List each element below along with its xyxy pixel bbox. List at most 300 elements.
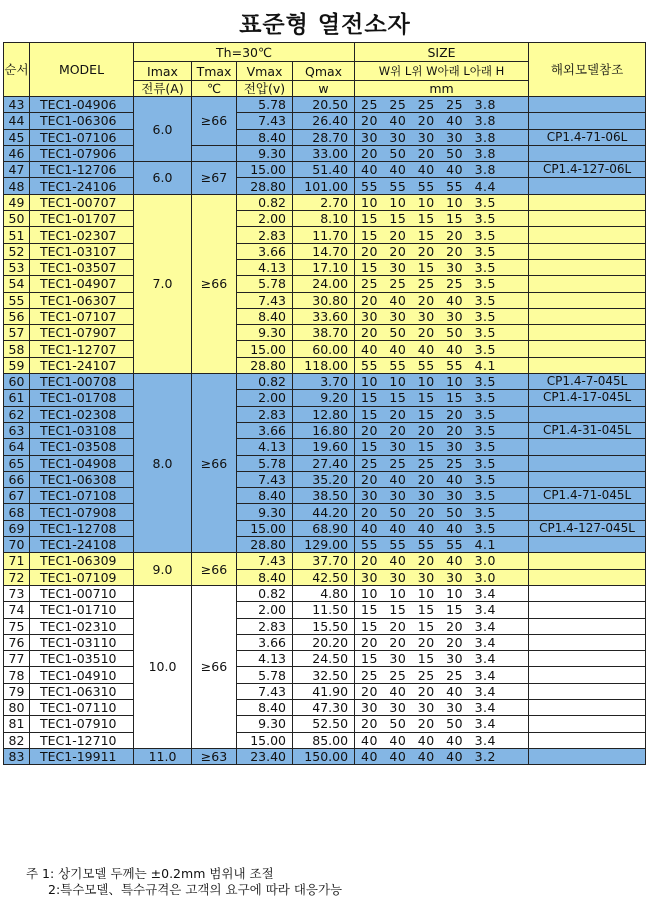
ref-cell	[529, 634, 646, 650]
table-row	[4, 569, 646, 585]
row-number: 75	[4, 618, 30, 634]
size-cell: 40 40 40 40 3.5	[355, 520, 529, 536]
table-row	[4, 178, 646, 194]
tmax-cell: ≥67	[192, 162, 237, 195]
qmax-cell: 28.70	[293, 129, 355, 145]
table-row	[4, 227, 646, 243]
table-row	[4, 162, 646, 178]
table-row	[4, 520, 646, 536]
size-cell: 25 25 25 25 3.5	[355, 276, 529, 292]
model-cell: TEC1-01708	[30, 390, 134, 406]
table-row	[4, 602, 646, 618]
qmax-cell: 33.60	[293, 308, 355, 324]
row-number: 53	[4, 259, 30, 275]
size-cell: 20 50 20 50 3.5	[355, 325, 529, 341]
row-number: 67	[4, 488, 30, 504]
header-qmax-unit: w	[293, 81, 355, 97]
model-cell: TEC1-02307	[30, 227, 134, 243]
vmax-cell: 15.00	[237, 162, 293, 178]
qmax-cell: 129.00	[293, 537, 355, 553]
imax-cell: 10.0	[134, 585, 192, 748]
table-row	[4, 439, 646, 455]
ref-cell: CP1.4-127-06L	[529, 162, 646, 178]
ref-cell: CP1.4-71-045L	[529, 488, 646, 504]
model-cell: TEC1-07910	[30, 716, 134, 732]
model-cell: TEC1-12706	[30, 162, 134, 178]
tmax-cell-empty	[192, 145, 237, 161]
table-row	[4, 374, 646, 390]
vmax-cell: 15.00	[237, 520, 293, 536]
qmax-cell: 35.20	[293, 471, 355, 487]
header-ref: 해외모델참조	[529, 43, 646, 97]
vmax-cell: 7.43	[237, 292, 293, 308]
table-row	[4, 618, 646, 634]
ref-cell	[529, 145, 646, 161]
model-cell: TEC1-04908	[30, 455, 134, 471]
qmax-cell: 19.60	[293, 439, 355, 455]
ref-cell	[529, 618, 646, 634]
size-cell: 10 10 10 10 3.5	[355, 194, 529, 210]
ref-cell	[529, 276, 646, 292]
qmax-cell: 68.90	[293, 520, 355, 536]
table-row	[4, 683, 646, 699]
row-number: 71	[4, 553, 30, 569]
model-cell: TEC1-07109	[30, 569, 134, 585]
size-cell: 30 30 30 30 3.0	[355, 569, 529, 585]
vmax-cell: 2.00	[237, 211, 293, 227]
footnotes	[26, 866, 342, 898]
row-number: 46	[4, 145, 30, 161]
qmax-cell: 24.50	[293, 651, 355, 667]
table-row	[4, 357, 646, 373]
qmax-cell: 101.00	[293, 178, 355, 194]
model-cell: TEC1-04906	[30, 97, 134, 113]
model-cell: TEC1-07108	[30, 488, 134, 504]
header-vmax: Vmax	[237, 62, 293, 81]
model-cell: TEC1-24108	[30, 537, 134, 553]
ref-cell	[529, 227, 646, 243]
model-cell: TEC1-07906	[30, 145, 134, 161]
ref-cell: CP1.4-127-045L	[529, 520, 646, 536]
vmax-cell: 5.78	[237, 97, 293, 113]
table-row	[4, 732, 646, 748]
table-row	[4, 537, 646, 553]
ref-cell: CP1.4-17-045L	[529, 390, 646, 406]
model-cell: TEC1-03507	[30, 259, 134, 275]
row-number: 70	[4, 537, 30, 553]
table-row	[4, 585, 646, 601]
table-row	[4, 716, 646, 732]
row-number: 50	[4, 211, 30, 227]
size-cell: 30 30 30 30 3.5	[355, 308, 529, 324]
vmax-cell: 7.43	[237, 471, 293, 487]
header-seq: 순서	[4, 43, 30, 97]
model-cell: TEC1-07106	[30, 129, 134, 145]
vmax-cell: 8.40	[237, 488, 293, 504]
table-row	[4, 194, 646, 210]
model-cell: TEC1-03107	[30, 243, 134, 259]
row-number: 65	[4, 455, 30, 471]
row-number: 45	[4, 129, 30, 145]
header-imax: Imax	[134, 62, 192, 81]
row-number: 43	[4, 97, 30, 113]
model-cell: TEC1-12710	[30, 732, 134, 748]
row-number: 60	[4, 374, 30, 390]
vmax-cell: 8.40	[237, 129, 293, 145]
ref-cell	[529, 97, 646, 113]
header-imax-unit: 전류(A)	[134, 81, 192, 97]
vmax-cell: 7.43	[237, 113, 293, 129]
row-number: 55	[4, 292, 30, 308]
ref-cell	[529, 341, 646, 357]
vmax-cell: 0.82	[237, 194, 293, 210]
row-number: 62	[4, 406, 30, 422]
row-number: 74	[4, 602, 30, 618]
ref-cell	[529, 748, 646, 764]
vmax-cell: 28.80	[237, 357, 293, 373]
qmax-cell: 2.70	[293, 194, 355, 210]
vmax-cell: 5.78	[237, 455, 293, 471]
row-number: 81	[4, 716, 30, 732]
vmax-cell: 0.82	[237, 585, 293, 601]
tmax-cell: ≥66	[192, 553, 237, 586]
ref-cell	[529, 732, 646, 748]
header-qmax: Qmax	[293, 62, 355, 81]
vmax-cell: 3.66	[237, 243, 293, 259]
size-cell: 20 40 20 40 3.8	[355, 113, 529, 129]
table-row	[4, 129, 646, 145]
imax-cell: 6.0	[134, 162, 192, 195]
vmax-cell: 9.30	[237, 145, 293, 161]
model-cell: TEC1-06306	[30, 113, 134, 129]
size-cell: 10 10 10 10 3.5	[355, 374, 529, 390]
row-number: 82	[4, 732, 30, 748]
qmax-cell: 15.50	[293, 618, 355, 634]
tmax-cell: ≥66	[192, 97, 237, 146]
table-row	[4, 97, 646, 113]
qmax-cell: 30.80	[293, 292, 355, 308]
row-number: 79	[4, 683, 30, 699]
vmax-cell: 9.30	[237, 716, 293, 732]
model-cell: TEC1-03108	[30, 422, 134, 438]
model-cell: TEC1-06308	[30, 471, 134, 487]
vmax-cell: 2.83	[237, 618, 293, 634]
imax-cell: 11.0	[134, 748, 192, 764]
vmax-cell: 0.82	[237, 374, 293, 390]
model-cell: TEC1-00707	[30, 194, 134, 210]
size-cell: 15 20 15 20 3.5	[355, 227, 529, 243]
row-number: 54	[4, 276, 30, 292]
qmax-cell: 26.40	[293, 113, 355, 129]
qmax-cell: 38.70	[293, 325, 355, 341]
row-number: 69	[4, 520, 30, 536]
ref-cell	[529, 178, 646, 194]
size-cell: 20 40 20 40 3.0	[355, 553, 529, 569]
model-cell: TEC1-06307	[30, 292, 134, 308]
qmax-cell: 11.50	[293, 602, 355, 618]
tmax-cell: ≥66	[192, 194, 237, 373]
ref-cell	[529, 569, 646, 585]
ref-cell	[529, 667, 646, 683]
ref-cell	[529, 537, 646, 553]
model-cell: TEC1-04910	[30, 667, 134, 683]
header-tmax-unit: ℃	[192, 81, 237, 97]
table-row	[4, 276, 646, 292]
qmax-cell: 44.20	[293, 504, 355, 520]
size-cell: 25 25 25 25 3.8	[355, 97, 529, 113]
vmax-cell: 15.00	[237, 732, 293, 748]
qmax-cell: 20.50	[293, 97, 355, 113]
vmax-cell: 8.40	[237, 308, 293, 324]
size-cell: 55 55 55 55 4.1	[355, 357, 529, 373]
row-number: 80	[4, 699, 30, 715]
size-cell: 25 25 25 25 3.5	[355, 455, 529, 471]
table-row	[4, 699, 646, 715]
vmax-cell: 23.40	[237, 748, 293, 764]
row-number: 61	[4, 390, 30, 406]
model-cell: TEC1-07907	[30, 325, 134, 341]
size-cell: 15 30 15 30 3.4	[355, 651, 529, 667]
size-cell: 20 50 20 50 3.4	[355, 716, 529, 732]
footnote-1: 주 1: 상기모델 두께는 ±0.2mm 범위내 조절	[26, 866, 274, 881]
vmax-cell: 28.80	[237, 537, 293, 553]
size-cell: 30 30 30 30 3.4	[355, 699, 529, 715]
vmax-cell: 2.00	[237, 390, 293, 406]
table-row	[4, 325, 646, 341]
model-cell: TEC1-07110	[30, 699, 134, 715]
size-cell: 15 15 15 15 3.5	[355, 390, 529, 406]
qmax-cell: 42.50	[293, 569, 355, 585]
model-cell: TEC1-19911	[30, 748, 134, 764]
table-row	[4, 406, 646, 422]
row-number: 64	[4, 439, 30, 455]
qmax-cell: 150.00	[293, 748, 355, 764]
vmax-cell: 4.13	[237, 259, 293, 275]
size-cell: 20 50 20 50 3.8	[355, 145, 529, 161]
imax-cell: 7.0	[134, 194, 192, 373]
size-cell: 30 30 30 30 3.5	[355, 488, 529, 504]
ref-cell	[529, 504, 646, 520]
size-cell: 15 30 15 30 3.5	[355, 439, 529, 455]
header-tmax: Tmax	[192, 62, 237, 81]
size-cell: 20 20 20 20 3.5	[355, 422, 529, 438]
row-number: 73	[4, 585, 30, 601]
table-row	[4, 504, 646, 520]
row-number: 58	[4, 341, 30, 357]
ref-cell	[529, 651, 646, 667]
model-cell: TEC1-06309	[30, 553, 134, 569]
vmax-cell: 4.13	[237, 439, 293, 455]
row-number: 47	[4, 162, 30, 178]
qmax-cell: 12.80	[293, 406, 355, 422]
vmax-cell: 9.30	[237, 504, 293, 520]
model-cell: TEC1-03508	[30, 439, 134, 455]
model-cell: TEC1-02310	[30, 618, 134, 634]
size-cell: 40 40 40 40 3.2	[355, 748, 529, 764]
model-cell: TEC1-02308	[30, 406, 134, 422]
imax-cell: 9.0	[134, 553, 192, 586]
model-cell: TEC1-12707	[30, 341, 134, 357]
size-cell: 40 40 40 40 3.8	[355, 162, 529, 178]
qmax-cell: 27.40	[293, 455, 355, 471]
table-row	[4, 455, 646, 471]
vmax-cell: 8.40	[237, 569, 293, 585]
vmax-cell: 8.40	[237, 699, 293, 715]
size-cell: 10 10 10 10 3.4	[355, 585, 529, 601]
footnote-2: 2:특수모델、특수규격은 고객의 요구에 따라 대응가능	[48, 882, 343, 897]
table-row	[4, 145, 646, 161]
ref-cell: CP1.4-71-06L	[529, 129, 646, 145]
qmax-cell: 118.00	[293, 357, 355, 373]
qmax-cell: 4.80	[293, 585, 355, 601]
header-vmax-unit: 전압(v)	[237, 81, 293, 97]
row-number: 59	[4, 357, 30, 373]
size-cell: 30 30 30 30 3.8	[355, 129, 529, 145]
imax-cell: 8.0	[134, 374, 192, 553]
ref-cell	[529, 683, 646, 699]
row-number: 66	[4, 471, 30, 487]
table-row	[4, 259, 646, 275]
model-cell: TEC1-24107	[30, 357, 134, 373]
ref-cell	[529, 716, 646, 732]
size-cell: 55 55 55 55 4.1	[355, 537, 529, 553]
model-cell: TEC1-06310	[30, 683, 134, 699]
table-row	[4, 553, 646, 569]
ref-cell	[529, 113, 646, 129]
row-number: 78	[4, 667, 30, 683]
size-cell: 15 20 15 20 3.4	[355, 618, 529, 634]
ref-cell	[529, 357, 646, 373]
qmax-cell: 14.70	[293, 243, 355, 259]
table-row	[4, 471, 646, 487]
table-row	[4, 634, 646, 650]
vmax-cell: 3.66	[237, 634, 293, 650]
qmax-cell: 11.70	[293, 227, 355, 243]
header-size-unit: mm	[355, 81, 529, 97]
size-cell: 20 40 20 40 3.5	[355, 292, 529, 308]
model-cell: TEC1-03110	[30, 634, 134, 650]
row-number: 63	[4, 422, 30, 438]
qmax-cell: 33.00	[293, 145, 355, 161]
header-model: MODEL	[30, 43, 134, 97]
ref-cell: CP1.4-31-045L	[529, 422, 646, 438]
row-number: 48	[4, 178, 30, 194]
ref-cell: CP1.4-7-045L	[529, 374, 646, 390]
size-cell: 55 55 55 55 4.4	[355, 178, 529, 194]
vmax-cell: 9.30	[237, 325, 293, 341]
size-cell: 40 40 40 40 3.5	[355, 341, 529, 357]
qmax-cell: 17.10	[293, 259, 355, 275]
row-number: 57	[4, 325, 30, 341]
model-cell: TEC1-00710	[30, 585, 134, 601]
ref-cell	[529, 259, 646, 275]
model-cell: TEC1-07908	[30, 504, 134, 520]
ref-cell	[529, 471, 646, 487]
qmax-cell: 32.50	[293, 667, 355, 683]
size-cell: 15 15 15 15 3.4	[355, 602, 529, 618]
row-number: 68	[4, 504, 30, 520]
qmax-cell: 47.30	[293, 699, 355, 715]
ref-cell	[529, 325, 646, 341]
table-row	[4, 667, 646, 683]
vmax-cell: 15.00	[237, 341, 293, 357]
qmax-cell: 8.10	[293, 211, 355, 227]
qmax-cell: 3.70	[293, 374, 355, 390]
ref-cell	[529, 455, 646, 471]
size-cell: 20 50 20 50 3.5	[355, 504, 529, 520]
size-cell: 15 15 15 15 3.5	[355, 211, 529, 227]
table-row	[4, 422, 646, 438]
row-number: 56	[4, 308, 30, 324]
size-cell: 20 20 20 20 3.5	[355, 243, 529, 259]
vmax-cell: 5.78	[237, 276, 293, 292]
qmax-cell: 38.50	[293, 488, 355, 504]
qmax-cell: 37.70	[293, 553, 355, 569]
table-row	[4, 113, 646, 129]
vmax-cell: 5.78	[237, 667, 293, 683]
model-cell: TEC1-04907	[30, 276, 134, 292]
row-number: 52	[4, 243, 30, 259]
table-row	[4, 651, 646, 667]
size-cell: 20 20 20 20 3.4	[355, 634, 529, 650]
qmax-cell: 60.00	[293, 341, 355, 357]
qmax-cell: 41.90	[293, 683, 355, 699]
row-number: 76	[4, 634, 30, 650]
qmax-cell: 24.00	[293, 276, 355, 292]
header-size: SIZE	[355, 43, 529, 62]
row-number: 51	[4, 227, 30, 243]
ref-cell	[529, 439, 646, 455]
table-row	[4, 211, 646, 227]
vmax-cell: 4.13	[237, 651, 293, 667]
qmax-cell: 51.40	[293, 162, 355, 178]
ref-cell	[529, 699, 646, 715]
model-cell: TEC1-03510	[30, 651, 134, 667]
tmax-cell: ≥63	[192, 748, 237, 764]
row-number: 83	[4, 748, 30, 764]
table-row	[4, 748, 646, 764]
qmax-cell: 20.20	[293, 634, 355, 650]
row-number: 49	[4, 194, 30, 210]
model-cell: TEC1-12708	[30, 520, 134, 536]
row-number: 72	[4, 569, 30, 585]
table-row	[4, 243, 646, 259]
model-cell: TEC1-00708	[30, 374, 134, 390]
header-condition: Th=30℃	[134, 43, 355, 62]
spec-table	[3, 42, 646, 765]
vmax-cell: 7.43	[237, 553, 293, 569]
ref-cell	[529, 292, 646, 308]
vmax-cell: 3.66	[237, 422, 293, 438]
size-cell: 25 25 25 25 3.4	[355, 667, 529, 683]
model-cell: TEC1-01707	[30, 211, 134, 227]
ref-cell	[529, 211, 646, 227]
model-cell: TEC1-01710	[30, 602, 134, 618]
row-number: 77	[4, 651, 30, 667]
ref-cell	[529, 553, 646, 569]
qmax-cell: 85.00	[293, 732, 355, 748]
size-cell: 20 40 20 40 3.5	[355, 471, 529, 487]
size-cell: 40 40 40 40 3.4	[355, 732, 529, 748]
table-row	[4, 292, 646, 308]
tmax-cell: ≥66	[192, 374, 237, 553]
vmax-cell: 2.83	[237, 227, 293, 243]
row-number: 44	[4, 113, 30, 129]
qmax-cell: 52.50	[293, 716, 355, 732]
ref-cell	[529, 602, 646, 618]
imax-cell: 6.0	[134, 97, 192, 162]
qmax-cell: 16.80	[293, 422, 355, 438]
